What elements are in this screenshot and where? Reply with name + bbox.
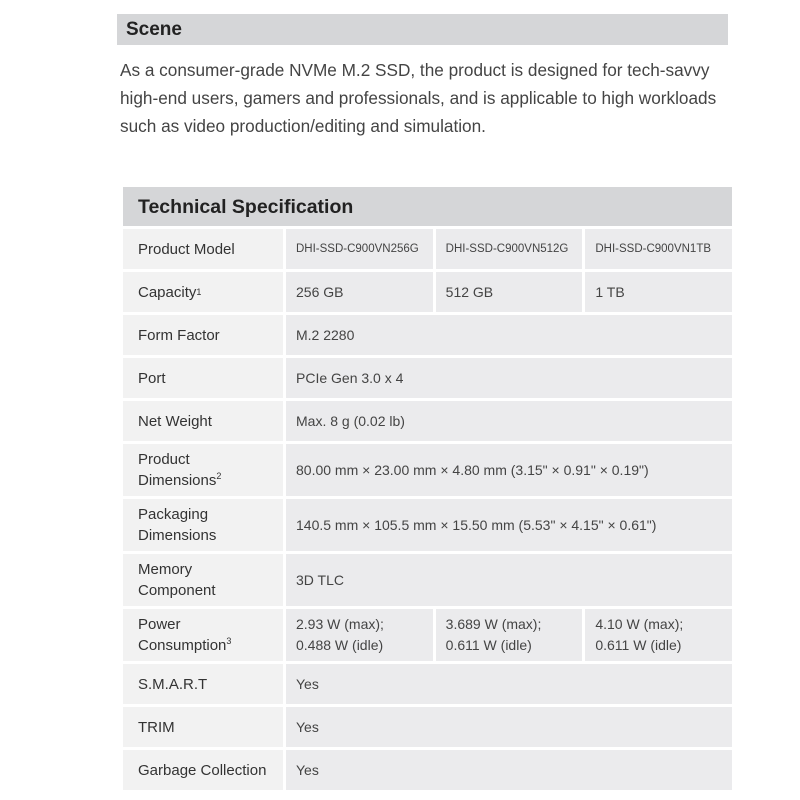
cell-value: [286, 609, 433, 661]
cell-value: Yes: [286, 664, 732, 704]
cell-value: DHI-SSD-C900VN512G: [436, 229, 583, 269]
row-label-line1: Memory: [138, 561, 193, 578]
row-label: [123, 609, 283, 661]
spec-table-title: [123, 187, 732, 226]
row-label-line2: Component: [138, 582, 216, 599]
row-label: TRIM: [123, 707, 283, 747]
cell-value: Yes: [286, 707, 732, 747]
row-label-line2: Dimensions: [138, 472, 217, 489]
table-row-net-weight: [123, 401, 732, 441]
row-label-text: Capacity: [138, 283, 197, 301]
row-label: [123, 499, 283, 551]
footnote-marker: 3: [226, 636, 232, 646]
footnote-marker: 2: [216, 471, 222, 481]
row-label-line1: Power: [138, 616, 181, 633]
row-label-line2: Dimensions: [138, 527, 217, 544]
row-label: [123, 444, 283, 496]
technical-specification-table: [123, 187, 732, 793]
cell-value: 140.5 mm × 105.5 mm × 15.50 mm (5.53" × 4.15" × 0.61"): [286, 499, 732, 551]
power-idle: 0.488 W (idle): [296, 637, 384, 653]
cell-value: 512 GB: [436, 272, 583, 312]
row-label: Port: [123, 358, 283, 398]
scene-description: As a consumer-grade NVMe M.2 SSD, the product is designed for tech-savvy high-end users, gamers and professionals, and is applicable to high workloads such as video production/editing and simulation.: [120, 60, 717, 136]
cell-value: 1 TB: [585, 272, 732, 312]
table-row-memory-component: [123, 554, 732, 606]
cell-value: [436, 609, 583, 661]
power-idle: 0.611 W (idle): [445, 637, 532, 653]
table-row-capacity: [123, 272, 732, 312]
row-label: Product Model: [123, 229, 283, 269]
cell-value: DHI-SSD-C900VN1TB: [585, 229, 732, 269]
row-label: [123, 554, 283, 606]
cell-value: Yes: [286, 750, 732, 790]
power-max: 3.689 W (max);: [445, 616, 542, 632]
row-label: Net Weight: [123, 401, 283, 441]
row-label-line2: Consumption: [138, 637, 227, 654]
scene-title: Scene: [126, 19, 182, 40]
cell-value: [585, 609, 732, 661]
cell-value: 256 GB: [286, 272, 433, 312]
power-max: 2.93 W (max);: [296, 616, 384, 632]
table-row-packaging-dimensions: [123, 499, 732, 551]
row-label: S.M.A.R.T: [123, 664, 283, 704]
cell-value: DHI-SSD-C900VN256G: [286, 229, 433, 269]
power-idle: 0.611 W (idle): [595, 637, 682, 653]
scene-header: [117, 14, 728, 45]
cell-value: PCIe Gen 3.0 x 4: [286, 358, 732, 398]
cell-value: M.2 2280: [286, 315, 732, 355]
table-row-garbage-collection: [123, 750, 732, 790]
table-row-trim: [123, 707, 732, 747]
table-row-power-consumption: [123, 609, 732, 661]
table-row-port: [123, 358, 732, 398]
spec-title-text: Technical Specification: [138, 196, 354, 218]
row-label: Form Factor: [123, 315, 283, 355]
table-row-product-model: [123, 229, 732, 269]
table-row-form-factor: [123, 315, 732, 355]
cell-value: Max. 8 g (0.02 lb): [286, 401, 732, 441]
cell-value: 80.00 mm × 23.00 mm × 4.80 mm (3.15" × 0.91" × 0.19"): [286, 444, 732, 496]
row-label-line1: Product: [138, 451, 190, 468]
power-max: 4.10 W (max);: [595, 616, 684, 632]
row-label-line1: Packaging: [138, 506, 209, 523]
table-row-smart: [123, 664, 732, 704]
row-label: Capacity 1: [123, 272, 283, 312]
cell-value: 3D TLC: [286, 554, 732, 606]
table-row-product-dimensions: [123, 444, 732, 496]
row-label: Garbage Collection: [123, 750, 283, 790]
